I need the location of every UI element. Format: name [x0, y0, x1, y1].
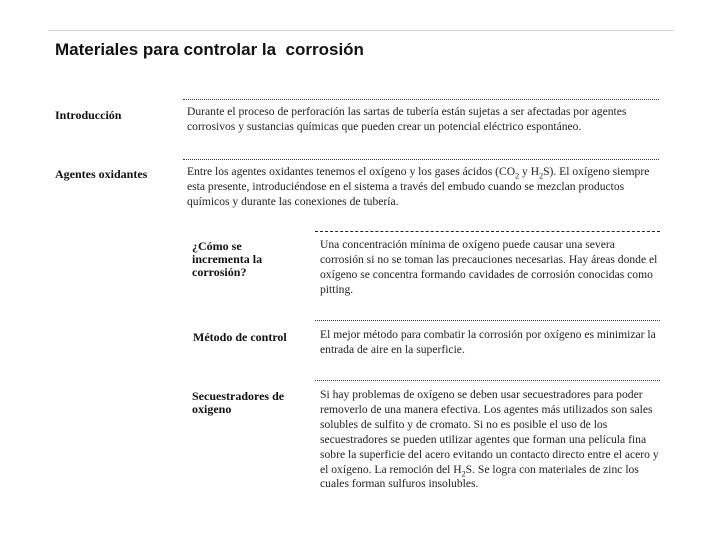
label-secuestradores: Secuestradores de oxigeno	[192, 389, 285, 416]
top-divider	[48, 30, 674, 31]
text-secuestradores: Si hay problemas de oxígeno se deben usar secuestradores para poder removerlo de una manera efectiva. Los agentes más utilizados son sales solubles de sulfito y de cromato. Si no es posible el uso de los secuestradores se pueden utilizar agentes que forman una película fina sobre la superficie del acero evitando un contacto directo entre el acero y el oxígeno. La remoción del $H_2S$. Se logra con materiales de zinc los cuales forman sulfuros insolubles.	[320, 388, 659, 491]
divider-introduccion	[183, 99, 659, 100]
divider-metodo	[315, 320, 660, 321]
divider-secuestradores	[315, 380, 660, 381]
text-metodo-control: El mejor método para combatir la corrosión por oxígeno es minimizar la entrada de aire en la superficie.	[320, 328, 656, 356]
page-title: Materiales para controlar la corrosión	[55, 40, 364, 59]
label-metodo-control: Método de control	[193, 330, 287, 344]
divider-agentes	[183, 159, 659, 160]
label-introduccion: Introducción	[55, 108, 122, 122]
text-introduccion: Durante el proceso de perforación las sartas de tubería están sujetas a ser afectadas por agentes corrosivos y sustancias químicas que pueden crear un potencial eléctrico espontáneo.	[187, 105, 627, 133]
label-agentes-oxidantes: Agentes oxidantes	[55, 167, 148, 181]
text-como-incrementa: Una concentración mínima de oxígeno puede causar una severa corrosión si no se toman las precauciones necesarias. Hay áreas donde el oxígeno se concentra formando cavidades de corrosión conocidas como pitting.	[320, 238, 658, 296]
label-como-incrementa: ¿Cómo se incrementa la corrosión?	[192, 239, 263, 279]
text-agentes-oxidantes: Entre los agentes oxidantes tenemos el oxígeno y los gases ácidos ($CO_2$ y $H_2S$). El oxígeno siempre esta presente, introduciéndose en el sistema a través del embudo cuando se mezclan productos químicos y durante las conexiones de tubería.	[187, 165, 650, 208]
divider-como	[315, 231, 660, 232]
